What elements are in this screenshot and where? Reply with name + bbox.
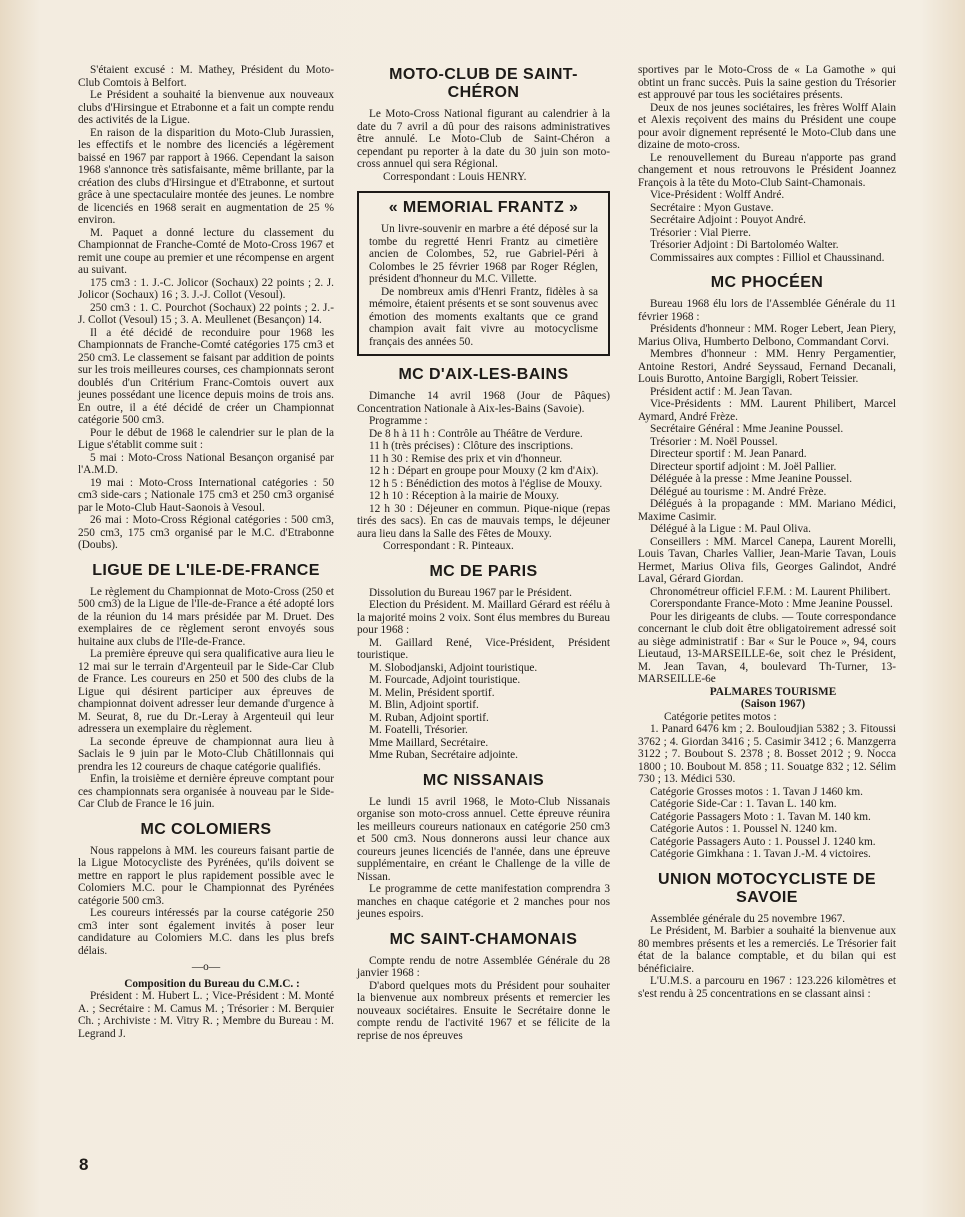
paragraph: M. Melin, Président sportif.	[369, 686, 495, 699]
paragraph: Programme :	[369, 415, 428, 427]
paragraph: M. Ruban, Adjoint sportif.	[369, 711, 489, 724]
paragraph: Délégué à la Ligue : M. Paul Oliva.	[650, 523, 811, 535]
paragraph: Catégorie Passagers Moto : 1. Tavan M. 140 km.	[650, 810, 871, 823]
paragraph: 175 cm3 : 1. J.-C. Jolicor (Sochaux) 22 points ; 2. J. Jolicor (Sochaux) 16 ; 3. J.-J. Collot (Vesoul).	[78, 276, 334, 301]
section-heading-mc-phoceen: MC PHOCÉEN	[710, 274, 824, 291]
paragraph: Délégués à la propagande : MM. Mariano Médici, Maxime Casimir.	[638, 498, 896, 523]
paragraph: Les coureurs intéressés par la course catégorie 250 cm3 inter sont également invités à poser leur candidature au Colomiers M.C. dans les plus brefs délais.	[78, 907, 334, 957]
paragraph: Trésorier : Vial Pierre.	[650, 226, 751, 239]
paragraph: Déléguée à la presse : Mme Jeanine Poussel.	[650, 473, 853, 485]
paragraph: En raison de la disparition du Moto-Club Jurassien, les effectifs et le nombre des licenciés a légèrement baissé en 1967 par rapport à 1966. Cependant la saison 1968 s'annonce très satisfaisante, même brillante, par la création des clubs d'Hirsingue et d'Etrabonne, et surtout grâce à une spectaculaire montée des jeunes. Le nombre de licenciés en 1968 serait en augmentation de 25 % environ.	[78, 126, 334, 226]
paragraph: Assemblée générale du 25 novembre 1967.	[650, 912, 846, 925]
paragraph: Dimanche 14 avril 1968 (Jour de Pâques) Concentration Nationale à Aix-les-Bains (Savoie).	[357, 390, 610, 415]
paragraph: Correspondant : R. Pinteaux.	[383, 540, 514, 552]
paragraph: sportives par le Moto-Cross de « La Gamothe » qui obtint un franc succès. Puis la saine gestion du Trésorier est approuvé par tous les sociétaires présents.	[638, 64, 896, 101]
section-heading-mc-nissanais: MC NISSANAIS	[422, 771, 545, 789]
paragraph: 12 h : Départ en groupe pour Mouxy (2 km d'Aix).	[369, 465, 599, 477]
column-right	[638, 64, 896, 1000]
paragraph: M. Gaillard René, Vice-Président, Président touristique.	[357, 636, 610, 661]
paragraph: Deux de nos jeunes sociétaires, les frères Wolff Alain et Alexis reçoivent des mains du Président une coupe pour avoir dignement représenté le Moto-Club dans une dizaine de moto-cross.	[638, 101, 896, 151]
paragraph: Délégué au tourisme : M. André Frèze.	[650, 485, 827, 498]
section-heading-mc-colomiers: MC COLOMIERS	[140, 820, 272, 838]
paragraph: Catégorie Passagers Auto : 1. Poussel J. 1240 km.	[650, 835, 876, 848]
paragraph: Directeur sportif : M. Jean Panard.	[650, 448, 807, 460]
paragraph: M. Blin, Adjoint sportif.	[369, 699, 479, 711]
paragraph: M. Paquet a donné lecture du classement du Championnat de Franche-Comté de Moto-Cross 1967 et remit une coupe au premier et une récompense en argent au suivant.	[78, 226, 334, 276]
paragraph: Le Président, M. Barbier a souhaité la bienvenue aux 80 membres présents et les a remerciés. Le Trésorier fait état de la balance comptable, et du bilan qui est bénéficiaire.	[638, 925, 896, 975]
paragraph: Le Moto-Cross National figurant au calendrier à la date du 7 avril a dû pour des raisons administratives être annulé. Le Moto-Club de Saint-Chéron a cependant pu reporter à la date du 30 juin son moto-cross annuel qui sera Régional.	[357, 108, 610, 170]
paragraph: De 8 h à 11 h : Contrôle au Théâtre de Verdure.	[369, 427, 583, 440]
paragraph: Le programme de cette manifestation comprendra 3 manches en chaque catégorie et 2 manches pour nos jeunes espoirs.	[357, 883, 610, 920]
paragraph: L'U.M.S. a parcouru en 1967 : 123.226 kilomètres et s'est rendu à 25 concentrations en se classant ainsi :	[638, 975, 896, 1000]
paragraph: Catégorie Autos : 1. Poussel N. 1240 km.	[650, 823, 838, 835]
paragraph: Mme Maillard, Secrétaire.	[369, 736, 489, 749]
subheading-composition-bureau: Composition du Bureau du C.M.C. :	[124, 977, 300, 990]
section-heading-moto-club-saint-cheron: MOTO-CLUB DE SAINT-CHÉRON	[389, 66, 578, 101]
paragraph: 12 h 5 : Bénédiction des motos à l'église de Mouxy.	[369, 477, 603, 490]
paragraph: Correspondant : Louis HENRY.	[383, 170, 527, 183]
paragraph: S'étaient excusé : M. Mathey, Président du Moto-Club Comtois à Belfort.	[78, 64, 334, 89]
paragraph: Pour les dirigeants de clubs. — Toute correspondance concernant le club doit être obligatoirement adressé soit au siège administratif : Bar « Sur le Pouce », 94, cours Lieutaud, 13-MARSEILLE-6e, soit chez le Président, M. Jean Tavan, 4, boulevard Th-Turner, 13-MARSEILLE-6e	[638, 610, 896, 685]
paragraph: Commissaires aux comptes : Filliol et Chaussinand.	[650, 251, 885, 264]
paragraph: Le règlement du Championnat de Moto-Cross (250 et 500 cm3) de la Ligue de l'Ile-de-France a été adopté lors de la réunion du 14 mars présidée par M. Druet. Des exemplaires de ce règlement seront envoyés sous huitaine aux clubs de l'Ile-de-France.	[78, 585, 334, 648]
separator: —o—	[191, 961, 221, 973]
paragraph: Vice-Président : Wolff André.	[650, 189, 785, 201]
paragraph: Un livre-souvenir en marbre a été déposé sur la tombe du regretté Henri Frantz au cimetière ancien de Colombes, 52, rue Gabriel-Péri à Colombes le 25 février 1968 par Roger Réglen, président d'honneur du M.C. Villette.	[369, 223, 598, 285]
column-left	[78, 64, 334, 1040]
paragraph: Nous rappelons à MM. les coureurs faisant partie de la Ligue Motocycliste des Pyrénées, qu'ils doivent se mettre en rapport le plus rapidement possible avec le Colomiers M.C. pour le Championnat des Pyrénées catégorie 500 cm3.	[78, 844, 334, 907]
paragraph: 5 mai : Moto-Cross National Besançon organisé par l'A.M.D.	[78, 451, 334, 476]
paragraph: 26 mai : Moto-Cross Régional catégories : 500 cm3, 250 cm3, 175 cm3 organisé par le M.C. d'Etrabonne (Doubs).	[78, 514, 334, 551]
section-heading-mc-de-paris: MC DE PARIS	[429, 562, 538, 580]
paragraph: Trésorier : M. Noël Poussel.	[650, 435, 778, 448]
paragraph: Compte rendu de notre Assemblée Générale du 28 janvier 1968 :	[357, 954, 610, 979]
paragraph: Catégorie Grosses motos : 1. Tavan J 1460 km.	[650, 785, 863, 798]
paragraph: Secrétaire Adjoint : Pouyot André.	[650, 214, 806, 226]
paragraph: Election du Président. M. Maillard Gérard est réélu à la majorité moins 2 voix. Sont élus membres du Bureau pour 1968 :	[357, 599, 610, 636]
subheading-saison: (Saison 1967)	[740, 698, 806, 710]
paragraph: Bureau 1968 élu lors de l'Assemblée Générale du 11 février 1968 :	[638, 298, 896, 323]
paragraph: Président : M. Hubert L. ; Vice-Président : M. Monté A. ; Secrétaire : M. Camus M. ; Trésorier : M. Berquier Ch. ; Archiviste : M. Vitry R. ; Membre du Bureau : M. Legrand J.	[78, 990, 334, 1040]
paragraph: Mme Ruban, Secrétaire adjointe.	[369, 749, 519, 761]
paragraph: Vice-Présidents : MM. Laurent Philibert, Marcel Aymard, André Frèze.	[638, 398, 896, 423]
paragraph: Secrétaire : Myon Gustave.	[650, 201, 774, 214]
paragraph: Présidents d'honneur : MM. Roger Lebert, Jean Piery, Marius Oliva, Humberto Delbono, Commandant Corvi.	[638, 323, 896, 348]
section-heading-memorial-frantz: « MEMORIAL FRANTZ »	[388, 199, 579, 216]
paragraph: Enfin, la troisième et dernière épreuve comptant pour ces championnats sera organisée à nouveau par le Side-Car Club de France le 16 juin.	[78, 773, 334, 810]
paragraph: La première épreuve qui sera qualificative aura lieu le 12 mai sur le terrain d'Argenteuil par le Side-Car Club de France. Les coureurs en 250 et 500 des clubs de la Ligue qui désirent participer aux épreuves de championnat doivent adresser leur demande d'urgence à M. Seurat, 8, rue du Dr.-Leray à Argenteuil qui leur adressera un exemplaire du règlement.	[78, 648, 335, 735]
subheading-palmares-tourisme: PALMARES TOURISME	[709, 685, 837, 698]
paragraph: Corerspondante France-Moto : Mme Jeanine Poussel.	[650, 598, 893, 610]
paragraph: Président actif : M. Jean Tavan.	[650, 385, 793, 398]
paragraph: Dissolution du Bureau 1967 par le Président.	[369, 586, 573, 599]
paragraph: Catégorie Gimkhana : 1. Tavan J.-M. 4 victoires.	[650, 848, 871, 860]
paragraph: Secrétaire Général : Mme Jeanine Poussel.	[650, 423, 844, 435]
paragraph: D'abord quelques mots du Président pour souhaiter la bienvenue aux nombreux présents et remercier les nouveaux sociétaires. Ensuite le Secrétaire donne le compte rendu de l'activité 1967 et se félicite de la reprise de nos épreuves	[357, 979, 610, 1042]
paragraph: M. Fourcade, Adjoint touristique.	[369, 674, 521, 686]
paragraph: Le renouvellement du Bureau n'apporte pas grand changement et nous retrouvons le Président Joannez François à la tête du Moto-Club Saint-Chamonais.	[638, 151, 896, 189]
paragraph: Chronométreur officiel F.F.M. : M. Laurent Philibert.	[650, 585, 891, 598]
memorial-frantz-box	[357, 191, 610, 356]
paragraph: Catégorie Side-Car : 1. Tavan L. 140 km.	[650, 798, 837, 810]
paragraph: Trésorier Adjoint : Di Bartoloméo Walter.	[650, 239, 839, 251]
section-heading-mc-saint-chamonais: MC SAINT-CHAMONAIS	[389, 930, 578, 948]
paragraph: M. Foatelli, Trésorier.	[369, 724, 468, 736]
paragraph: Pour le début de 1968 le calendrier sur le plan de la Ligue s'établit comme suit :	[78, 426, 334, 451]
paragraph: De nombreux amis d'Henri Frantz, fidèles à sa mémoire, étaient présents et se sont souvenus avec émotion des moments exaltants que ce grand champion avait fait vivre au motocyclisme français des années 50.	[369, 285, 599, 348]
paragraph: 12 h 10 : Réception à la mairie de Mouxy.	[369, 490, 560, 502]
paragraph: Il a été décidé de reconduire pour 1968 les Championnats de Franche-Comté catégories 175 cm3 et 250 cm3. Le classement se faisant par addition de points sur les trois meilleures courses, ces championnats seront doublés d'un Critérium Franc-Comtois ouvert aux jeunes possédant une licence depuis moins de trois ans. En outre, il a été décidé de créer un Championnat catégorie 500 cm3.	[78, 326, 334, 426]
paragraph: Conseillers : MM. Marcel Canepa, Laurent Morelli, Louis Tavan, Charles Vallier, Jean-Marie Tavan, Louis Hermet, Marius Oliva fils, Georges Galindot, André Laval, Gérard Giordan.	[638, 535, 896, 585]
paragraph: 11 h (très précises) : Clôture des inscriptions.	[369, 440, 574, 452]
paragraph: Directeur sportif adjoint : M. Joël Pallier.	[650, 460, 837, 473]
paragraph: 250 cm3 : 1. C. Pourchot (Sochaux) 22 points ; 2. J.-J. Collot (Vesoul) 15 ; 3. A. Meullenet (Besançon) 14.	[78, 301, 334, 326]
paragraph: M. Slobodjanski, Adjoint touristique.	[369, 661, 538, 674]
section-heading-mc-aix-les-bains: MC D'AIX-LES-BAINS	[398, 366, 569, 383]
paragraph: 12 h 30 : Déjeuner en commun. Pique-nique (repas tirés des sacs). En cas de mauvais temps, le déjeuner aura lieu dans la Salle des Fêtes de Mouxy.	[357, 502, 610, 540]
section-heading-union-motocycliste-de-savoie: UNION MOTOCYCLISTE DE SAVOIE	[658, 870, 876, 906]
paragraph: Catégorie petites motos :	[664, 710, 777, 723]
paragraph: Le lundi 15 avril 1968, le Moto-Club Nissanais organise son moto-cross annuel. Cette épreuve réunira les meilleurs coureurs nationaux en catégorie 250 cm3 et 500 cm3. Nous donnerons aussi leur chance aux coureurs jeunes licenciés de l'année, dans une épreuve supplémentaire, en créant le Challenge de la ville de Nissan.	[357, 795, 610, 883]
paragraph: 11 h 30 : Remise des prix et vin d'honneur.	[369, 452, 563, 465]
column-middle	[357, 64, 610, 1042]
paragraph: Membres d'honneur : MM. Henry Pergamentier, Antoine Restori, André Seyssaud, Fernand Decanali, Louis Burotto, Antoine Bargigli, Robert Teissier.	[638, 348, 896, 385]
paragraph: 1. Panard 6476 km ; 2. Bouloudjian 5382 ; 3. Fitoussi 3762 ; 4. Giordan 3416 ; 5. Casimir 3412 ; 6. Manzgerra 3122 ; 7. Boubout S. 2378 ; 8. Bosset 2012 ; 9. Nocca 1800 ; 10. Boubout M. 858 ; 11. Souatge 832 ; 12. Sélim 730 ; 13. Médici 530.	[638, 723, 896, 785]
section-heading-ligue-ile-de-france: LIGUE DE L'ILE-DE-FRANCE	[92, 561, 320, 579]
paragraph: La seconde épreuve de championnat aura lieu à Saclais le 9 juin par le Moto-Club Châtillonnais qui prendra les 12 coureurs de chaque catégorie qualifiés.	[78, 735, 334, 773]
paragraph: Le Président a souhaité la bienvenue aux nouveaux clubs d'Hirsingue et Etrabonne et a fait un compte rendu des activités de la Ligue.	[78, 89, 334, 126]
paragraph: 19 mai : Moto-Cross International catégories : 50 cm3 side-cars ; Nationale 175 cm3 et 250 cm3 organisé par le Moto-Club Haut-Saonois à Vesoul.	[78, 476, 334, 514]
page-number: 8	[79, 1155, 89, 1174]
